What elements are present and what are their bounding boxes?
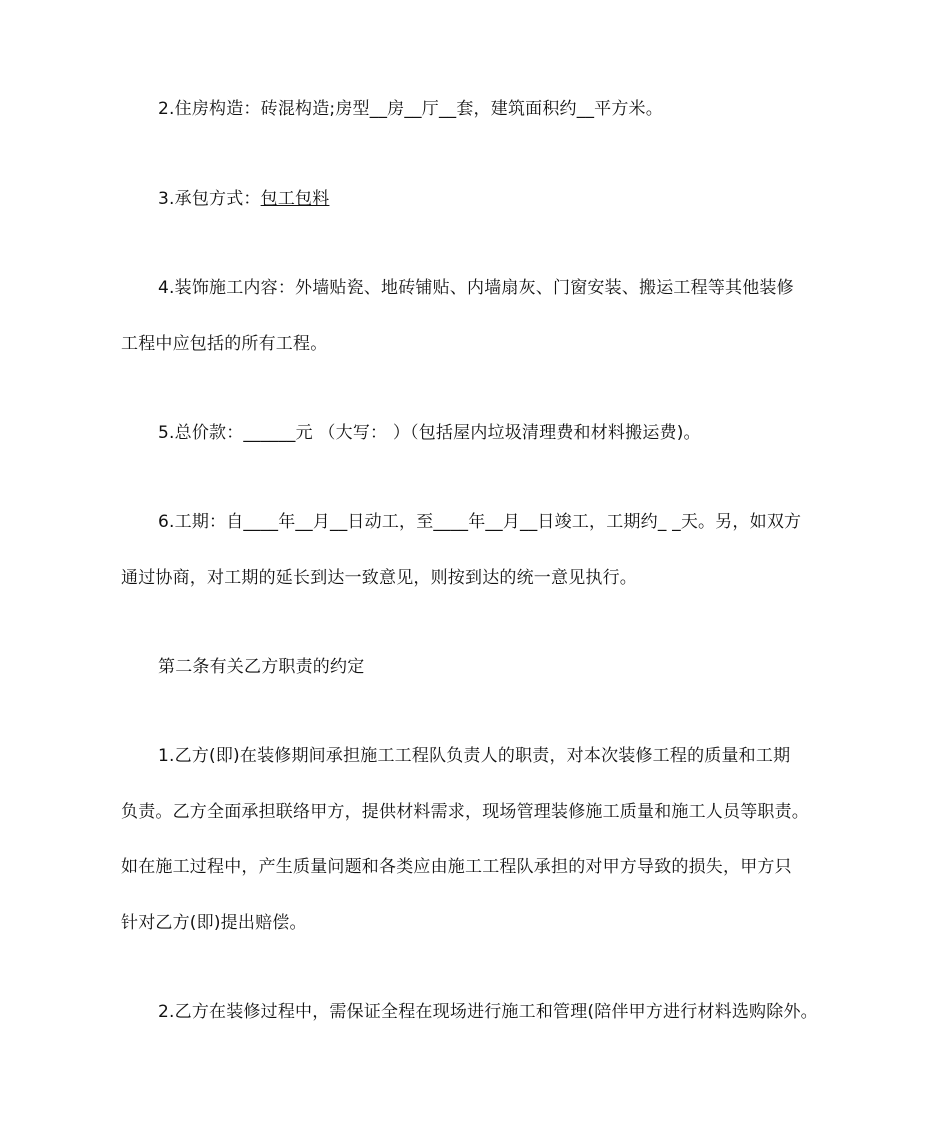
paragraph-construction-content-cont: 工程中应包括的所有工程。 — [121, 334, 328, 354]
paragraph-party-b-duty-1-cont-1: 负责。乙方全面承担联络甲方，提供材料需求，现场管理装修施工质量和施工人员等职责。 — [121, 802, 809, 822]
paragraph-party-b-duty-2: 2.乙方在装修过程中，需保证全程在现场进行施工和管理(陪伴甲方进行材料选购除外。 — [158, 1002, 818, 1022]
paragraph-party-b-duty-1-cont-2: 如在施工过程中，产生质量问题和各类应由施工工程队承担的对甲方导致的损失，甲方只 — [121, 857, 792, 877]
paragraph-schedule-cont: 通过协商，对工期的延长到达一致意见，则按到达的统一意见执行。 — [121, 568, 637, 588]
contract-method-value: 包工包料 — [260, 189, 330, 209]
paragraph-total-price: 5.总价款：______元 （大写： ）（包括屋内垃圾清理费和材料搬运费)。 — [158, 423, 701, 443]
paragraph-party-b-duty-1-cont-3: 针对乙方(即)提出赔偿。 — [121, 913, 307, 933]
paragraph-schedule: 6.工期：自____年__月__日动工，至____年__月__日竣工，工期约_ _天。另，如双方 — [158, 512, 802, 532]
contract-method-label: 3.承包方式： — [158, 189, 261, 209]
paragraph-party-b-duty-1: 1.乙方(即)在装修期间承担施工工程队负责人的职责，对本次装修工程的质量和工期 — [158, 746, 791, 766]
paragraph-contract-method — [158, 188, 329, 210]
section-heading-party-b: 第二条有关乙方职责的约定 — [158, 657, 365, 677]
paragraph-construction-content: 4.装饰施工内容：外墙贴瓷、地砖铺贴、内墙扇灰、门窗安装、搬运工程等其他装修 — [158, 278, 794, 298]
paragraph-housing-structure: 2.住房构造：砖混构造;房型__房__厅__套，建筑面积约__平方米。 — [158, 99, 663, 119]
